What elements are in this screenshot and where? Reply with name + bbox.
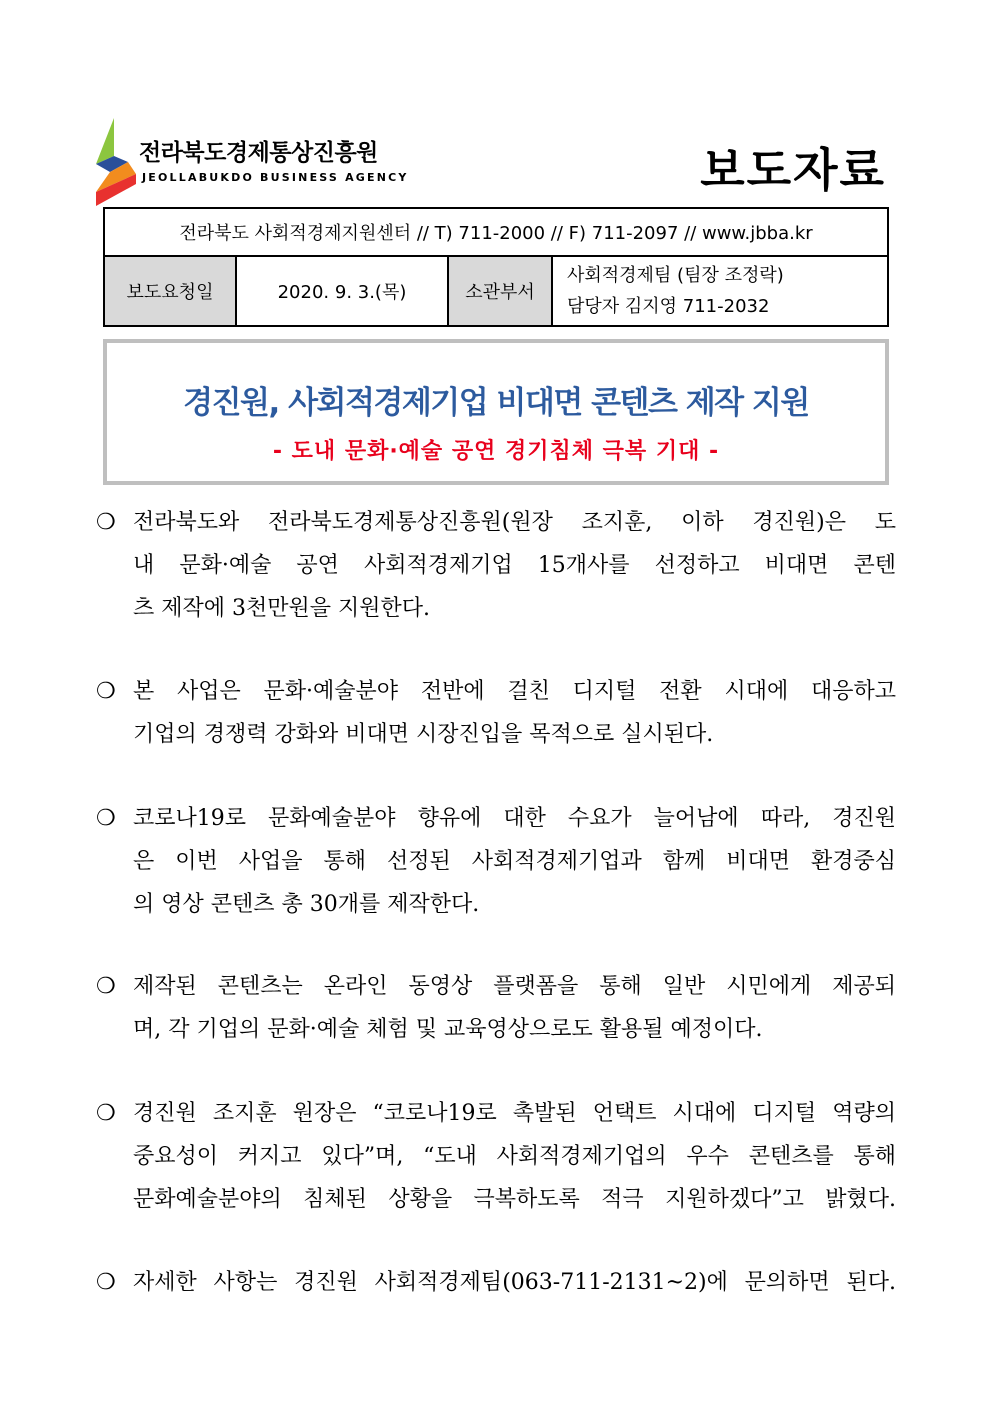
headline-box: [103, 339, 889, 485]
paragraph-line: 자세한 사항는 경진원 사회적경제팀(063-711-2131~2)에 문의하면 된다.: [133, 1270, 896, 1295]
paragraph-line: 코로나19로 문화예술분야 향유에 대한 수요가 늘어남에 따라, 경진원: [133, 806, 896, 831]
circle-bullet-icon: ❍: [96, 679, 116, 704]
press-info-table: [103, 207, 889, 327]
org-name-english: JEOLLABUKDO BUSINESS AGENCY: [142, 171, 409, 184]
body-paragraph: [96, 1261, 896, 1304]
agency-logo: [94, 118, 409, 206]
agency-logo-icon: [94, 118, 138, 206]
org-name-korean: 전라북도경제통상진흥원: [139, 140, 378, 166]
paragraph-line: 경진원 조지훈 원장은 “코로나19로 촉발된 언택트 시대에 디지털 역량의: [133, 1101, 896, 1126]
paragraph-line: 중요성이 커지고 있다”며, “도내 사회적경제기업의 우수 콘텐츠를 통해: [133, 1144, 896, 1169]
dept-contact: 담당자 김지영 711-2032: [567, 296, 770, 317]
body-paragraph: [96, 670, 896, 756]
paragraph-line: 내 문화·예술 공연 사회적경제기업 15개사를 선정하고 비대면 콘텐: [133, 553, 896, 578]
paragraph-line: 전라북도와 전라북도경제통상진흥원(원장 조지훈, 이하 경진원)은 도: [133, 510, 896, 535]
paragraph-line: 기업의 경쟁력 강화와 비대면 시장진입을 목적으로 실시된다.: [133, 722, 714, 747]
body-paragraph: [96, 501, 896, 630]
paragraph-line: 며, 각 기업의 문화·예술 체험 및 교육영상으로도 활용될 예정이다.: [133, 1017, 763, 1042]
circle-bullet-icon: ❍: [96, 1270, 116, 1295]
request-date-label: 보도요청일: [104, 256, 236, 326]
headline-subtitle: - 도내 문화·예술 공연 경기침체 극복 기대 -: [272, 439, 720, 464]
body-paragraph: [96, 797, 896, 926]
document-type-heading: 보도자료: [700, 143, 886, 197]
paragraph-line: 의 영상 콘텐츠 총 30개를 제작한다.: [133, 892, 480, 917]
circle-bullet-icon: ❍: [96, 1101, 116, 1126]
paragraph-line: 츠 제작에 3천만원을 지원한다.: [133, 596, 430, 621]
headline-title: 경진원, 사회적경제기업 비대면 콘텐츠 제작 지원: [183, 385, 809, 421]
dept-label: 소관부서: [448, 256, 552, 326]
dept-team: 사회적경제팀 (팀장 조정락): [567, 265, 784, 286]
paragraph-line: 문화예술분야의 침체된 상황을 극복하도록 적극 지원하겠다”고 밝혔다.: [133, 1187, 896, 1212]
dept-info: [552, 256, 888, 326]
body-paragraph: [96, 965, 896, 1051]
body-paragraph: [96, 1092, 896, 1221]
paragraph-line: 은 이번 사업을 통해 선정된 사회적경제기업과 함께 비대면 환경중심: [133, 849, 896, 874]
paragraph-line: 본 사업은 문화·예술분야 전반에 걸친 디지털 전환 시대에 대응하고: [133, 679, 896, 704]
contact-line: 전라북도 사회적경제지원센터 // T) 711-2000 // F) 711-2097 // www.jbba.kr: [104, 208, 888, 256]
paragraph-line: 제작된 콘텐츠는 온라인 동영상 플랫폼을 통해 일반 시민에게 제공되: [133, 974, 896, 999]
circle-bullet-icon: ❍: [96, 974, 116, 999]
circle-bullet-icon: ❍: [96, 806, 116, 831]
circle-bullet-icon: ❍: [96, 510, 116, 535]
request-date-value: 2020. 9. 3.(목): [236, 256, 448, 326]
